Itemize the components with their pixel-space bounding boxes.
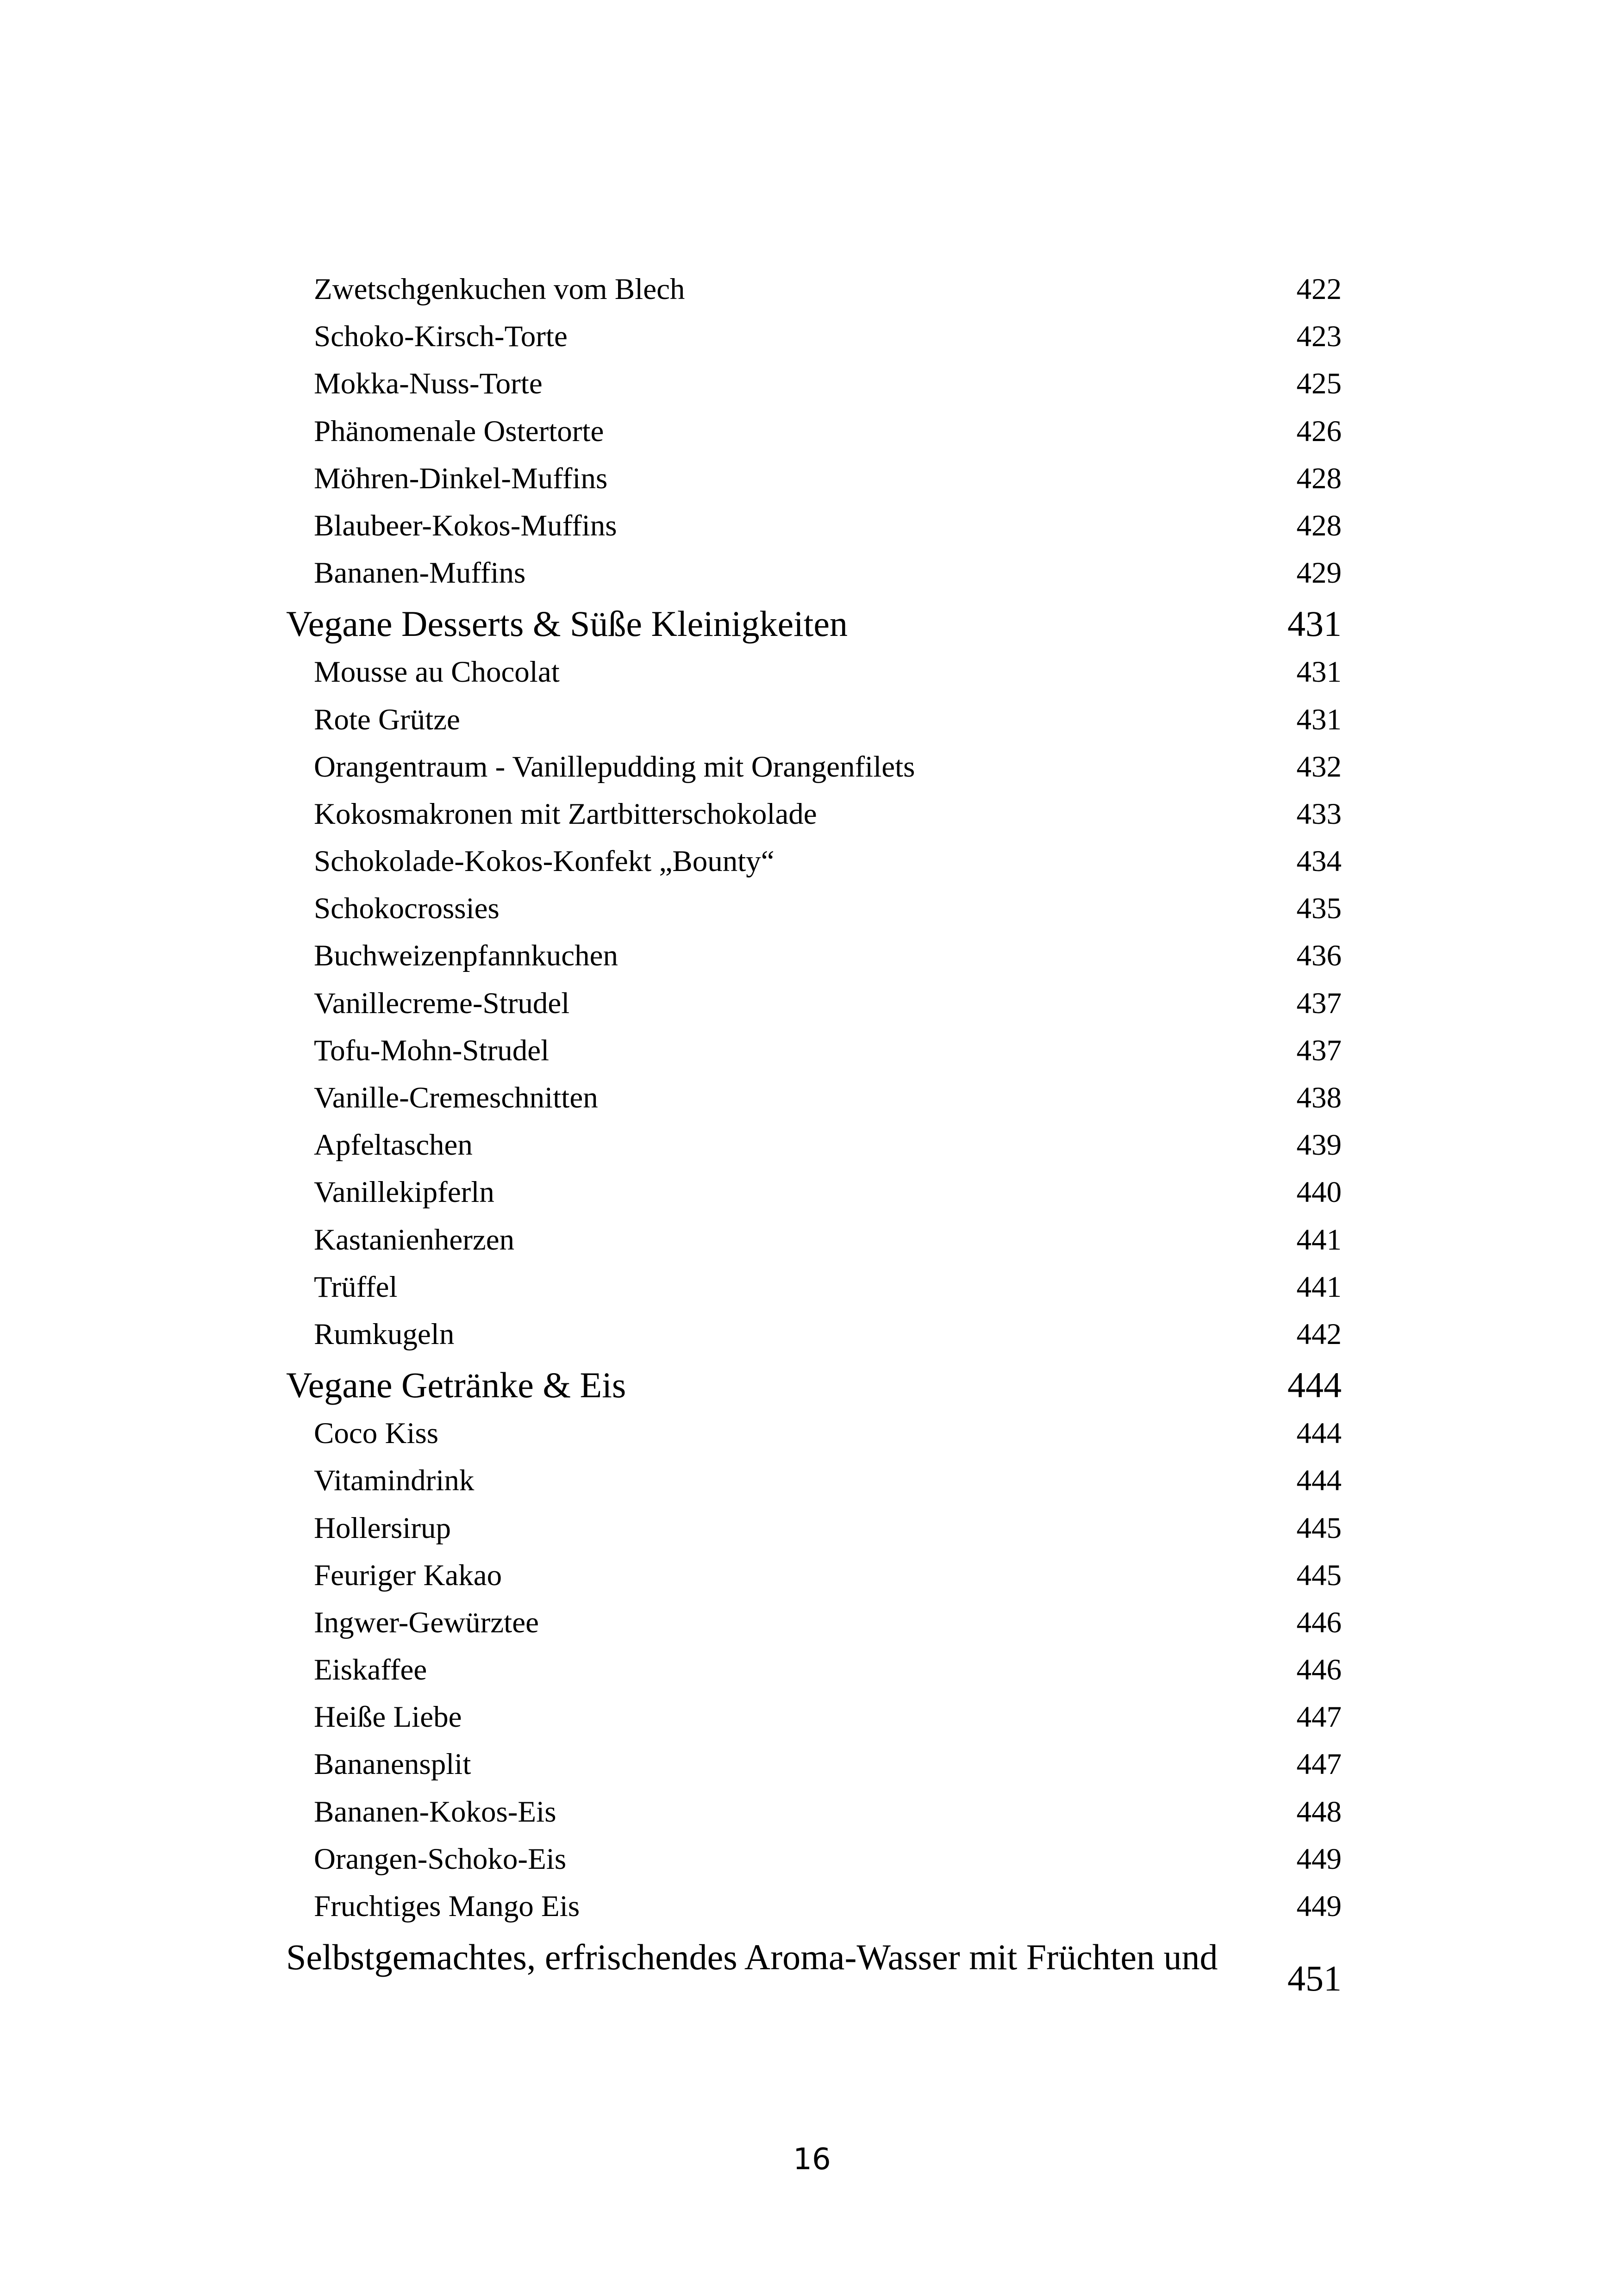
toc-entry-title: Apfeltaschen	[314, 1128, 473, 1162]
toc-entry-title: Orangentraum - Vanillepudding mit Orangenfilets	[314, 750, 915, 784]
toc-entry-title: Bananen-Muffins	[314, 556, 526, 590]
toc-page-number: 446	[1296, 1653, 1342, 1687]
toc-entry-title: Mokka-Nuss-Torte	[314, 367, 543, 401]
toc-entry[interactable]	[286, 1080, 1342, 1127]
toc-entry-title: Vitamindrink	[314, 1464, 475, 1498]
toc-page-number: 431	[1296, 655, 1342, 689]
toc-entry[interactable]	[286, 271, 1342, 318]
toc-page-number: 423	[1296, 320, 1342, 354]
toc-entry-title: Coco Kiss	[314, 1417, 439, 1450]
toc-entry[interactable]	[286, 413, 1342, 460]
toc-page-number: 437	[1296, 1033, 1342, 1067]
toc-entry[interactable]	[286, 1746, 1342, 1793]
toc-page-number: 447	[1296, 1700, 1342, 1734]
toc-entry-title: Orangen-Schoko-Eis	[314, 1842, 567, 1876]
toc-entry[interactable]	[286, 1652, 1342, 1699]
toc-entry[interactable]	[286, 749, 1342, 796]
toc-page-number: 449	[1296, 1842, 1342, 1876]
toc-section-heading[interactable]	[286, 1935, 1342, 2000]
toc-entry-title: Heiße Liebe	[314, 1700, 462, 1734]
toc-page-number: 440	[1296, 1176, 1342, 1209]
toc-entry-title: Schokocrossies	[314, 892, 500, 926]
toc-section-title: Vegane Desserts & Süße Kleinigkeiten	[286, 604, 848, 644]
toc-page-number: 449	[1296, 1890, 1342, 1923]
toc-entry[interactable]	[286, 985, 1342, 1033]
toc-entry-title: Trüffel	[314, 1270, 398, 1304]
toc-page-number: 446	[1296, 1605, 1342, 1639]
toc-entry-title: Vanille-Cremeschnitten	[314, 1081, 598, 1114]
toc-entry[interactable]	[286, 460, 1342, 508]
toc-page-number: 437	[1296, 986, 1342, 1020]
toc-entry-title: Möhren-Dinkel-Muffins	[314, 461, 608, 495]
toc-entry[interactable]	[286, 1462, 1342, 1510]
toc-page-number: 436	[1296, 939, 1342, 973]
toc-entry[interactable]	[286, 843, 1342, 890]
toc-entry-title: Phänomenale Ostertorte	[314, 414, 604, 448]
table-of-contents	[286, 271, 1342, 2000]
toc-entry[interactable]	[286, 1127, 1342, 1174]
toc-entry-title: Eiskaffee	[314, 1653, 427, 1687]
toc-section-heading[interactable]	[286, 602, 1342, 654]
toc-entry-title: Mousse au Chocolat	[314, 655, 560, 689]
toc-entry[interactable]	[286, 555, 1342, 602]
toc-page-number: 444	[1287, 1365, 1342, 1406]
toc-entry-title: Kastanienherzen	[314, 1223, 515, 1257]
toc-section-heading[interactable]	[286, 1363, 1342, 1415]
toc-entry-title: Ingwer-Gewürztee	[314, 1605, 539, 1639]
toc-section-title: Vegane Getränke & Eis	[286, 1365, 626, 1406]
toc-page-number: 439	[1296, 1128, 1342, 1162]
toc-page-number: 426	[1296, 414, 1342, 448]
toc-page-number: 441	[1296, 1270, 1342, 1304]
toc-page-number: 429	[1296, 556, 1342, 590]
toc-entry-title: Kokosmakronen mit Zartbitterschokolade	[314, 797, 817, 831]
toc-page-number: 438	[1296, 1081, 1342, 1114]
toc-entry-title: Vanillecreme-Strudel	[314, 986, 570, 1020]
toc-entry[interactable]	[286, 890, 1342, 938]
toc-page-number: 451	[1287, 1958, 1342, 1999]
toc-page-number: 445	[1296, 1558, 1342, 1592]
toc-entry[interactable]	[286, 508, 1342, 555]
toc-page-number: 428	[1296, 509, 1342, 542]
toc-entry[interactable]	[286, 1033, 1342, 1080]
toc-page-number: 433	[1296, 797, 1342, 831]
toc-entry-title: Schokolade-Kokos-Konfekt „Bounty“	[314, 845, 775, 878]
toc-page-number: 445	[1296, 1511, 1342, 1545]
toc-entry-title: Vanillekipferln	[314, 1176, 494, 1209]
toc-entry[interactable]	[286, 1415, 1342, 1462]
toc-entry[interactable]	[286, 1269, 1342, 1316]
toc-page-number: 447	[1296, 1748, 1342, 1781]
page-number: 16	[793, 2142, 831, 2177]
toc-entry-title: Blaubeer-Kokos-Muffins	[314, 509, 617, 542]
toc-entry[interactable]	[286, 318, 1342, 366]
toc-page-number: 428	[1296, 461, 1342, 495]
toc-page-number: 442	[1296, 1317, 1342, 1351]
toc-entry[interactable]	[286, 1888, 1342, 1935]
toc-entry-title: Buchweizenpfannkuchen	[314, 939, 618, 973]
toc-entry[interactable]	[286, 1222, 1342, 1269]
toc-page-number: 431	[1287, 604, 1342, 644]
toc-entry[interactable]	[286, 1510, 1342, 1557]
toc-entry-title: Fruchtiges Mango Eis	[314, 1890, 580, 1923]
toc-entry[interactable]	[286, 654, 1342, 701]
toc-entry[interactable]	[286, 1557, 1342, 1605]
toc-page-number: 422	[1296, 273, 1342, 306]
toc-entry-title: Bananen-Kokos-Eis	[314, 1795, 556, 1829]
toc-entry[interactable]	[286, 796, 1342, 843]
toc-page-number: 444	[1296, 1464, 1342, 1498]
toc-entry[interactable]	[286, 1699, 1342, 1746]
toc-section-title: Selbstgemachtes, erfrischendes Aroma-Wasser mit Früchten und	[286, 1937, 1218, 1978]
toc-page-number: 432	[1296, 750, 1342, 784]
toc-entry[interactable]	[286, 1174, 1342, 1221]
toc-page-number: 448	[1296, 1795, 1342, 1829]
toc-entry[interactable]	[286, 1841, 1342, 1888]
toc-entry[interactable]	[286, 1794, 1342, 1841]
toc-entry-title: Rote Grütze	[314, 703, 460, 736]
toc-page-number: 435	[1296, 892, 1342, 926]
toc-page-number: 444	[1296, 1417, 1342, 1450]
toc-page-number: 425	[1296, 367, 1342, 401]
toc-entry-title: Zwetschgenkuchen vom Blech	[314, 273, 685, 306]
toc-entry[interactable]	[286, 938, 1342, 985]
toc-entry-title: Hollersirup	[314, 1511, 451, 1545]
toc-entry-title: Bananensplit	[314, 1748, 471, 1781]
toc-entry[interactable]	[286, 1605, 1342, 1652]
toc-page-number: 431	[1296, 703, 1342, 736]
toc-entry[interactable]	[286, 702, 1342, 749]
toc-page-number: 441	[1296, 1223, 1342, 1257]
toc-entry[interactable]	[286, 1316, 1342, 1363]
toc-entry-title: Tofu-Mohn-Strudel	[314, 1033, 550, 1067]
toc-entry-title: Schoko-Kirsch-Torte	[314, 320, 568, 354]
toc-entry-title: Rumkugeln	[314, 1317, 455, 1351]
toc-page-number: 434	[1296, 845, 1342, 878]
toc-entry-title: Feuriger Kakao	[314, 1558, 502, 1592]
toc-entry[interactable]	[286, 366, 1342, 413]
